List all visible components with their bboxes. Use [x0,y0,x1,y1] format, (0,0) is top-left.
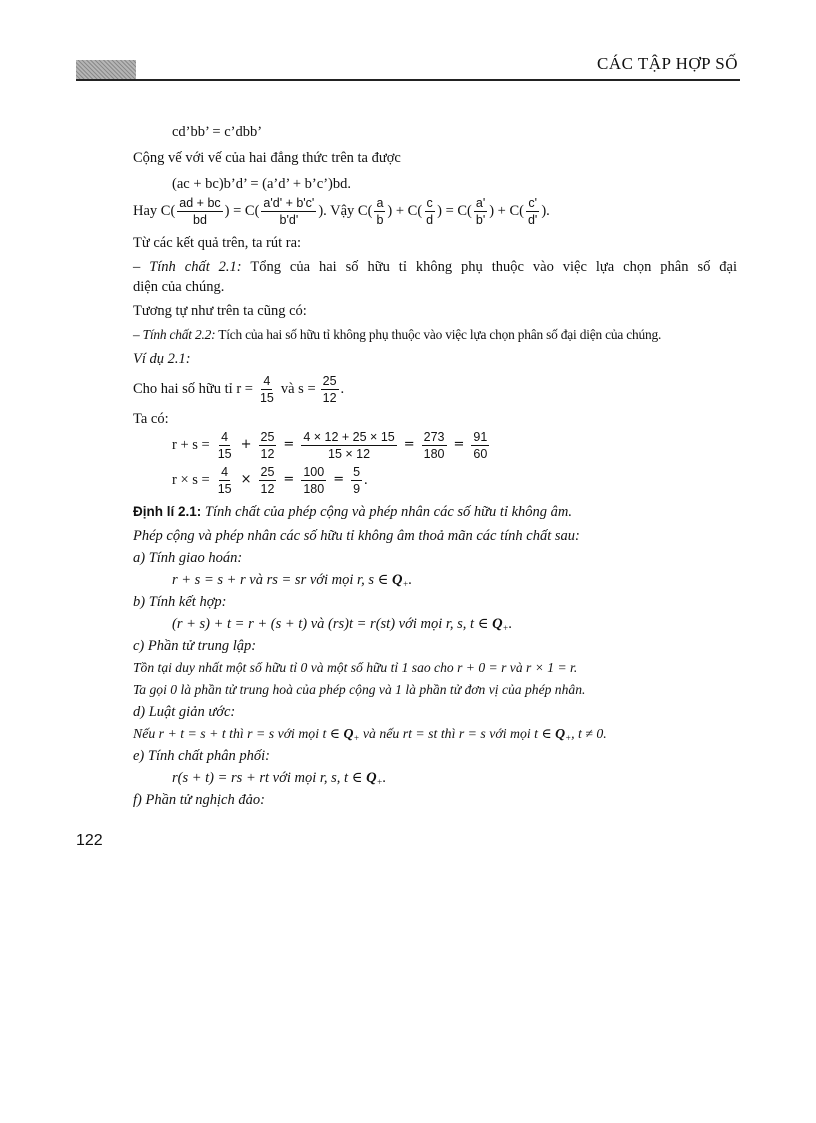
theorem-b-title: b) Tính kết hợp: [133,594,227,610]
fraction: $\frac{ad + bc}{bd}$ [179,195,221,227]
fraction: $\frac{4}{15}$ [217,429,232,461]
fraction: $\frac{a'd' + b'c'}{b'd'}$ [263,195,315,227]
example-given: Cho hai số hữu tỉ r = $\frac{4}{15}$ và s = $\frac{25}{12}$ . [133,373,345,405]
fraction: $\frac{25}{12}$ [260,429,275,461]
fraction: $\frac{25}{12}$ [260,464,275,496]
fraction: $\frac{a}{b}$ [376,195,384,227]
header-rule [76,79,740,81]
theorem-e-body: r(s + t) = rs + rt với mọi r, s, t ∈ $Q_+$. [172,770,387,787]
page-number: 122 [76,832,103,849]
theorem-d-title: d) Luật giản ước: [133,704,236,720]
theorem-heading: Định lí 2.1: Tính chất của phép cộng và phép nhân các số hữu tỉ không âm. [133,504,573,520]
fraction: $\frac{273}{180}$ [423,429,445,461]
fraction: $\frac{c}{d}$ [426,195,434,227]
property-2-1-line1: – Tính chất 2.1: Tổng của hai số hữu tỉ không phụ thuộc vào việc lựa chọn phân số đại [133,259,738,275]
theorem-c-body2: Ta gọi 0 là phần tử trung hoà của phép cộng và 1 là phần tử đơn vị của phép nhân. [133,682,586,697]
text-similar: Tương tự như trên ta cũng có: [133,303,307,319]
theorem-a-title: a) Tính giao hoán: [133,550,243,566]
theorem-intro: Phép cộng và phép nhân các số hữu tỉ không âm thoả mãn các tính chất sau: [133,528,580,544]
fraction: $\frac{100}{180}$ [303,464,325,496]
fraction: $\frac{4}{15}$ [217,464,232,496]
theorem-c-title: c) Phần tử trung lập: [133,638,257,654]
theorem-c-body1: Tồn tại duy nhất một số hữu tỉ 0 và một số hữu tỉ 1 sao cho r + 0 = r và r × 1 = r. [133,660,578,675]
equation-hay: Hay C( $\frac{ad + bc}{bd}$ ) = C( $\frac{a'd' + b'c'}{b'd'}$ ). Vậy C( $\frac{a}{b}$ ) + C( $\frac{c}{d}$ ) = C( $\frac{a'}{b'}$ ) + C( $\frac{c'}{d'}$ ). [133,195,550,227]
theorem-f-title: f) Phần tử nghịch đảo: [133,792,265,808]
property-2-2: – Tính chất 2.2: Tích của hai số hữu tỉ không phụ thuộc vào việc lựa chọn phân số đại diện của chúng. [133,327,662,342]
theorem-d-body: Nếu r + t = s + t thì r = s với mọi t ∈ $Q_+$ và nếu rt = st thì r = s với mọi t ∈ $Q_+$, t ≠ 0. [133,726,607,743]
chapter-title: CÁC TẬP HỢP SỐ [597,54,738,73]
theorem-e-title: e) Tính chất phân phối: [133,748,270,764]
header-decoration [76,60,136,80]
property-2-1-line2: diện của chúng. [133,279,225,295]
equation-r-plus-s: r + s = $\frac{4}{15}$ + $\frac{25}{12}$ = $\frac{4 \times 12 + 25 \times 15}{15 \times 12}$ = $\frac{273}{180}$ = $\frac{91}{60}$ [172,429,488,461]
example-label: Ví dụ 2.1: [133,351,191,367]
theorem-a-body: r + s = s + r và rs = sr với mọi r, s ∈ $Q_+$. [172,572,413,589]
fraction: $\frac{c'}{d'}$ [527,195,538,227]
fraction: $\frac{91}{60}$ [473,429,488,461]
fraction: $\frac{a'}{b'}$ [475,195,486,227]
text-conclude: Từ các kết quả trên, ta rút ra: [133,235,302,251]
theorem-b-body: (r + s) + t = r + (s + t) và (rs)t = r(st) với mọi r, s, t ∈ $Q_+$. [172,616,513,633]
equation-sum: (ac + bc)b’d’ = (a’d’ + b’c’)bd. [172,176,351,192]
text-we-have: Ta có: [133,411,169,427]
equation-cd: cd’bb’ = c’dbb’ [172,124,263,140]
fraction: $\frac{5}{9}$ [353,464,361,496]
fraction: $\frac{4}{15}$ [259,373,274,405]
equation-r-times-s: r × s = $\frac{4}{15}$ × $\frac{25}{12}$ = $\frac{100}{180}$ = $\frac{5}{9}$ . [172,464,368,496]
fraction: $\frac{25}{12}$ [322,373,337,405]
text-add-sides: Cộng vế với vế của hai đẳng thức trên ta được [133,150,401,166]
fraction: $\frac{4 \times 12 + 25 \times 15}{15 \times 12}$ [303,429,395,461]
